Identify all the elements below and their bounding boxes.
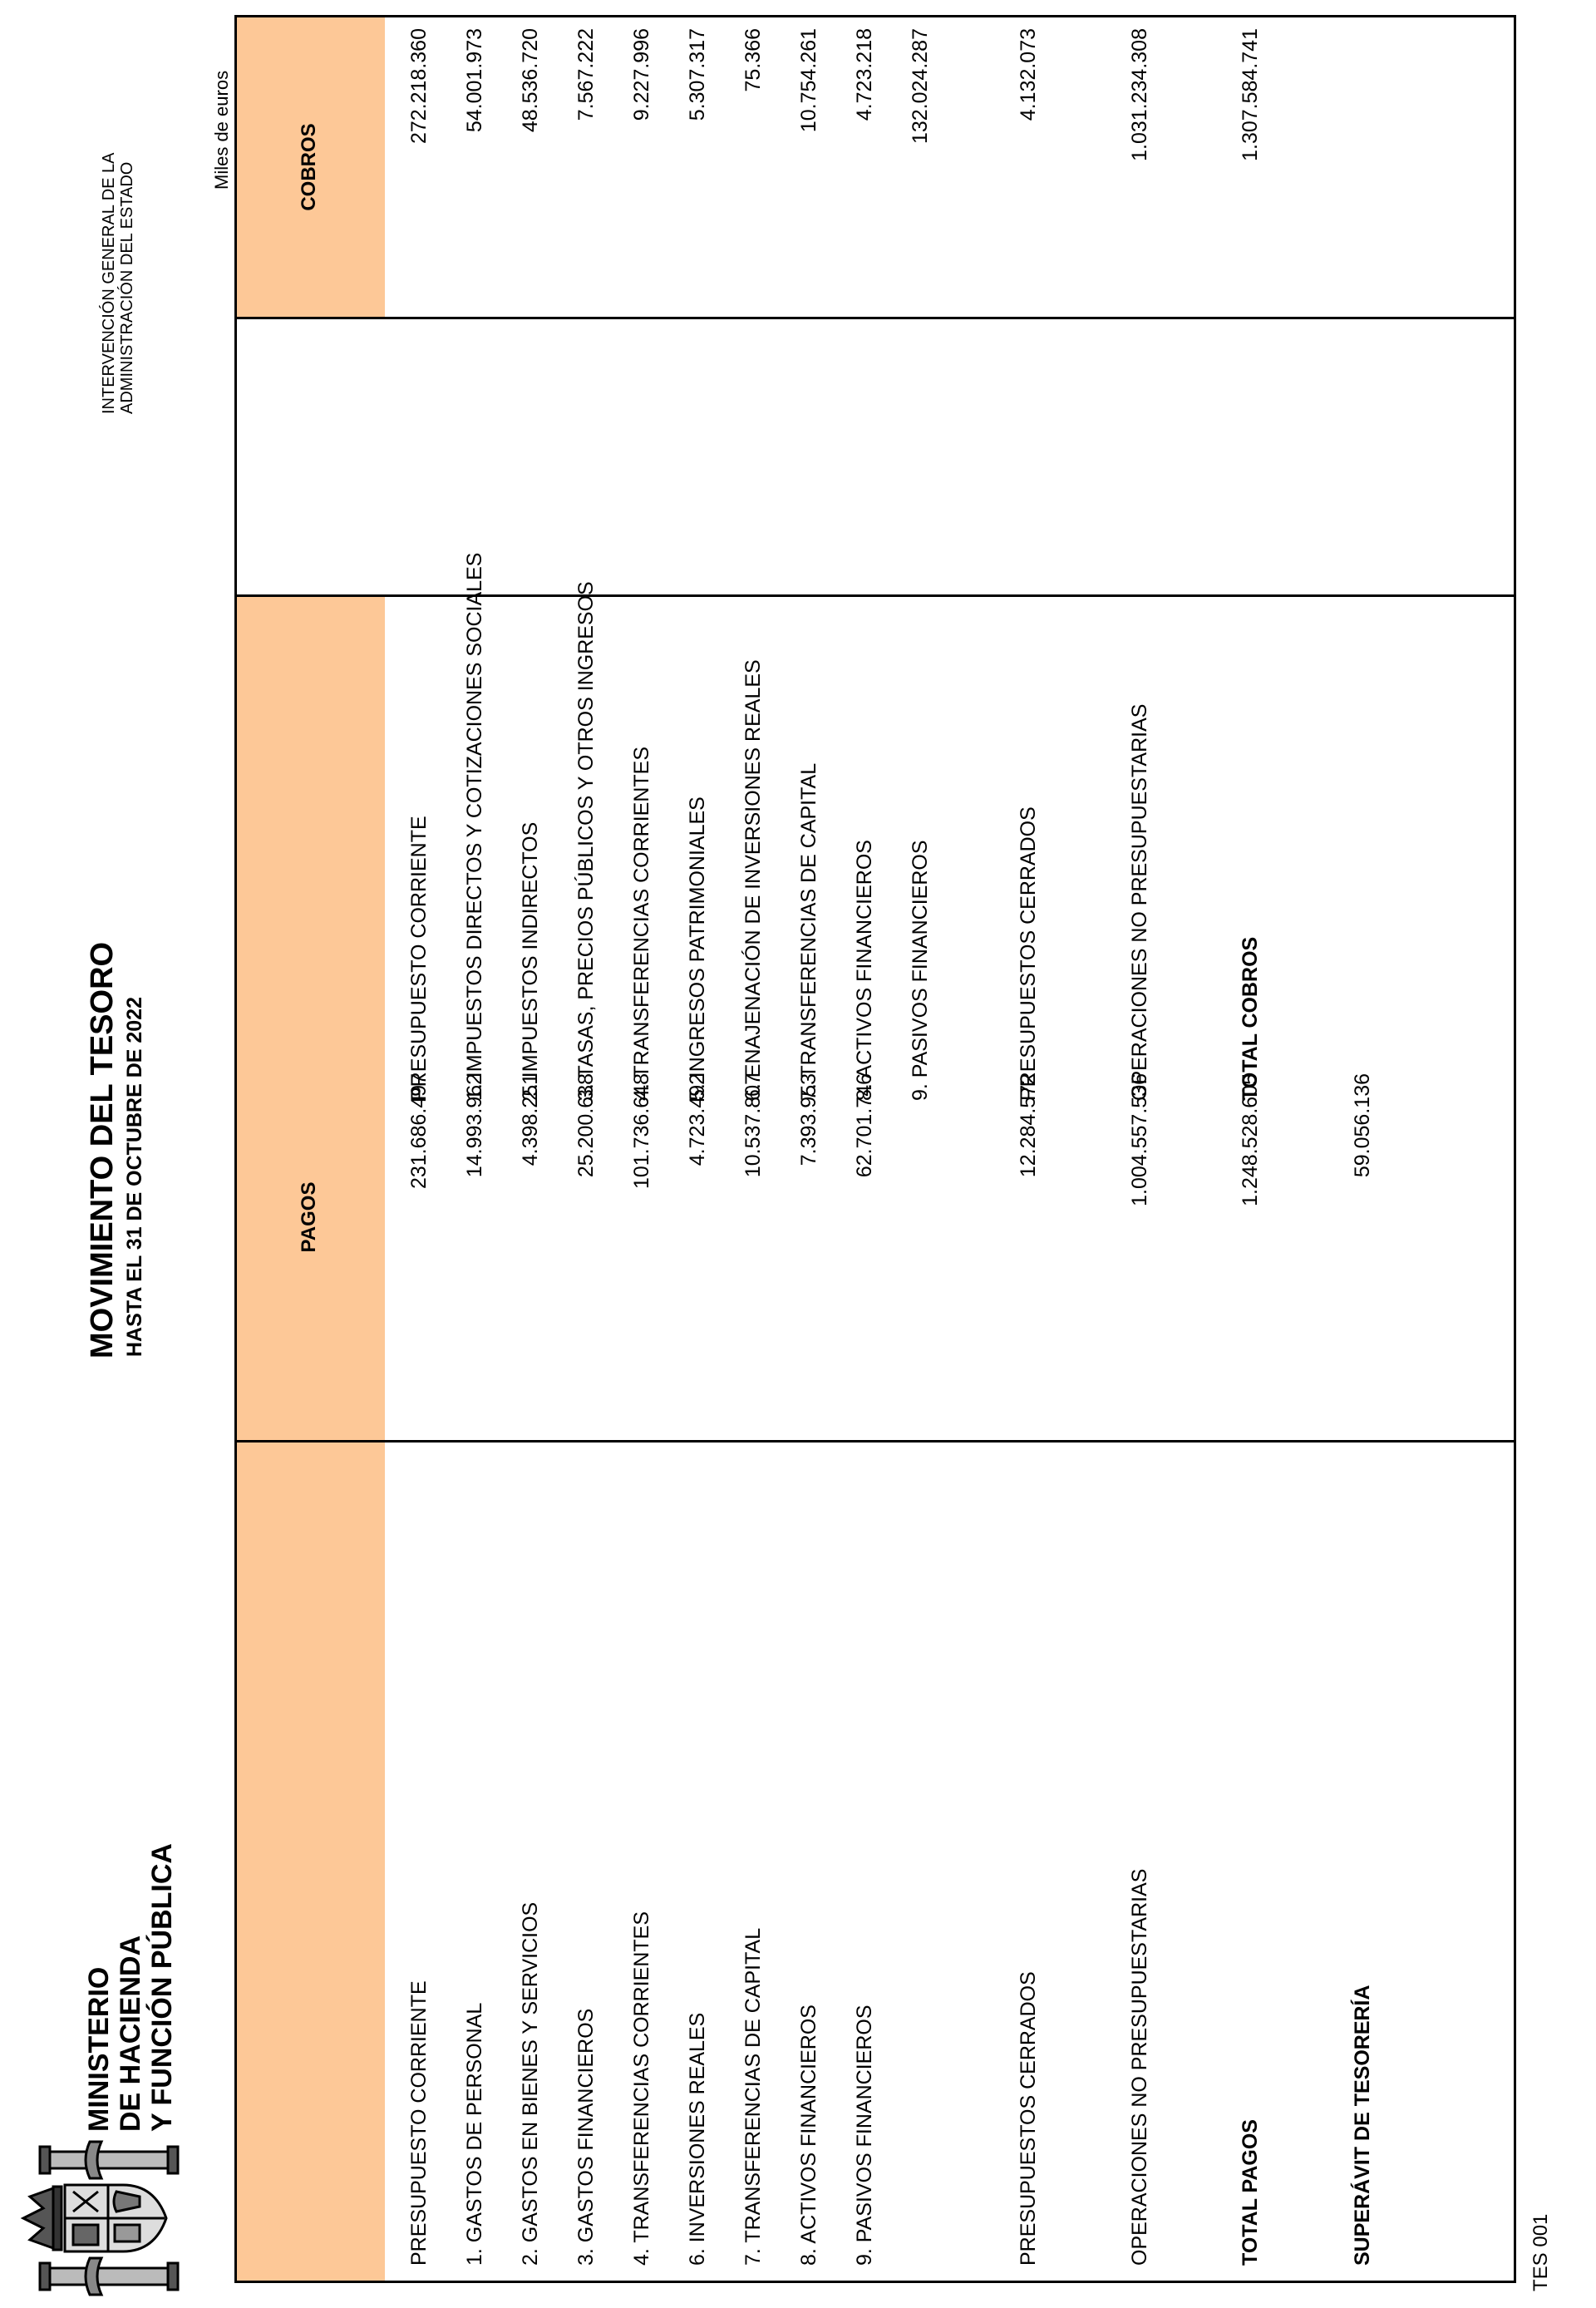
cobros-label: 4. TRANSFERENCIAS CORRIENTES: [630, 746, 653, 1101]
total-pagos-value: 1.248.528.605: [1239, 1073, 1262, 1206]
pagos-value: 4.723.492: [686, 1073, 709, 1166]
cobros-value: 1.031.234.308: [1128, 28, 1151, 161]
pagos-value: 10.537.807: [741, 1073, 765, 1178]
superavit-label: SUPERÁVIT DE TESORERÍA: [1351, 1985, 1374, 2266]
pagos-header: PAGOS: [298, 1181, 320, 1253]
cobros-value: 272.218.360: [407, 28, 431, 145]
column-divider: [234, 594, 1516, 597]
cobros-value: 4.723.218: [853, 28, 876, 121]
total-cobros-label: TOTAL COBROS: [1239, 936, 1262, 1101]
cobros-label: PRESUPUESTOS CERRADOS: [1017, 806, 1040, 1101]
cobros-value: 7.567.222: [574, 28, 598, 121]
pagos-value: 101.736.648: [630, 1073, 653, 1190]
cobros-label: 1. IMPUESTOS DIRECTOS Y COTIZACIONES SOCIALES: [463, 552, 486, 1101]
pagos-label: OPERACIONES NO PRESUPUESTARIAS: [1128, 1868, 1151, 2266]
pagos-label: PRESUPUESTOS CERRADOS: [1017, 1971, 1040, 2266]
pagos-value: 4.398.251: [519, 1073, 542, 1166]
pagos-label: 2. GASTOS EN BIENES Y SERVICIOS: [519, 1901, 542, 2266]
document-code: TES 001: [1530, 2213, 1552, 2291]
cobros-header: COBROS: [298, 123, 320, 211]
ministry-line: MINISTERIO: [83, 1966, 115, 2132]
cobros-value: 10.754.261: [797, 28, 820, 133]
cobros-label: OPERACIONES NO PRESUPUESTARIAS: [1128, 703, 1151, 1101]
cobros-value: 5.307.317: [686, 28, 709, 121]
pagos-value: 14.993.962: [463, 1073, 486, 1178]
cobros-label: 6. ENAJENACIÓN DE INVERSIONES REALES: [741, 659, 765, 1101]
column-divider: [234, 317, 1516, 319]
pagos-header-cell: [237, 1442, 385, 2281]
ministry-line: Y FUNCIÓN PÚBLICA: [146, 1843, 178, 2132]
igae-line: INTERVENCIÓN GENERAL DE LA: [100, 152, 118, 414]
pagos-header-value-cell: [237, 597, 385, 1440]
units-label: Miles de euros: [211, 70, 232, 190]
superavit-value: 59.056.136: [1351, 1073, 1374, 1178]
ministry-name: [83, 1843, 178, 2132]
cobros-value: 4.132.073: [1017, 28, 1040, 121]
cobros-value: 48.536.720: [519, 28, 542, 133]
page-subtitle: HASTA EL 31 DE OCTUBRE DE 2022: [123, 997, 146, 1357]
pagos-label: 3. GASTOS FINANCIEROS: [574, 2008, 598, 2266]
cobros-value: 75.366: [741, 28, 765, 92]
pagos-value: 25.200.638: [574, 1073, 598, 1178]
cobros-value: 54.001.973: [463, 28, 486, 133]
total-pagos-label: TOTAL PAGOS: [1239, 2119, 1262, 2266]
cobros-value: 132.024.287: [909, 28, 932, 145]
pagos-label: 7. TRANSFERENCIAS DE CAPITAL: [741, 1927, 765, 2266]
cobros-value: 9.227.996: [630, 28, 653, 121]
pagos-label: 6. INVERSIONES REALES: [686, 2012, 709, 2266]
ministry-line: DE HACIENDA: [115, 1935, 146, 2132]
total-cobros-value: 1.307.584.741: [1239, 28, 1262, 161]
pagos-value: 7.393.953: [797, 1073, 820, 1166]
igae-line: ADMINISTRACIÓN DEL ESTADO: [118, 161, 136, 414]
pagos-label: 9. PASIVOS FINANCIEROS: [853, 2005, 876, 2266]
pagos-label: 4. TRANSFERENCIAS CORRIENTES: [630, 1911, 653, 2266]
cobros-label: 9. PASIVOS FINANCIEROS: [909, 840, 932, 1101]
pagos-label: 8. ACTIVOS FINANCIEROS: [797, 2005, 820, 2266]
pagos-label: 1. GASTOS DE PERSONAL: [463, 2002, 486, 2266]
cobros-label: 8. ACTIVOS FINANCIEROS: [853, 840, 876, 1101]
pagos-value: 1.004.557.536: [1128, 1073, 1151, 1206]
coat-of-arms-icon: [15, 2137, 181, 2300]
pagos-value: 12.284.572: [1017, 1073, 1040, 1178]
page-title: MOVIMIENTO DEL TESORO: [85, 941, 120, 1359]
pagos-label: PRESUPUESTO CORRIENTE: [407, 1980, 431, 2266]
cobros-label: 5. INGRESOS PATRIMONIALES: [686, 796, 709, 1101]
cobros-label: PRESUPUESTO CORRIENTE: [407, 816, 431, 1101]
pagos-value: 62.701.746: [853, 1073, 876, 1178]
cobros-label: 3. TASAS, PRECIOS PÚBLICOS Y OTROS INGRESOS: [574, 581, 598, 1101]
cobros-label: 2. IMPUESTOS INDIRECTOS: [519, 821, 542, 1101]
column-divider: [234, 1440, 1516, 1442]
cobros-label: 7. TRANSFERENCIAS DE CAPITAL: [797, 762, 820, 1101]
pagos-value: 231.686.497: [407, 1073, 431, 1190]
igae-label: [100, 152, 136, 414]
